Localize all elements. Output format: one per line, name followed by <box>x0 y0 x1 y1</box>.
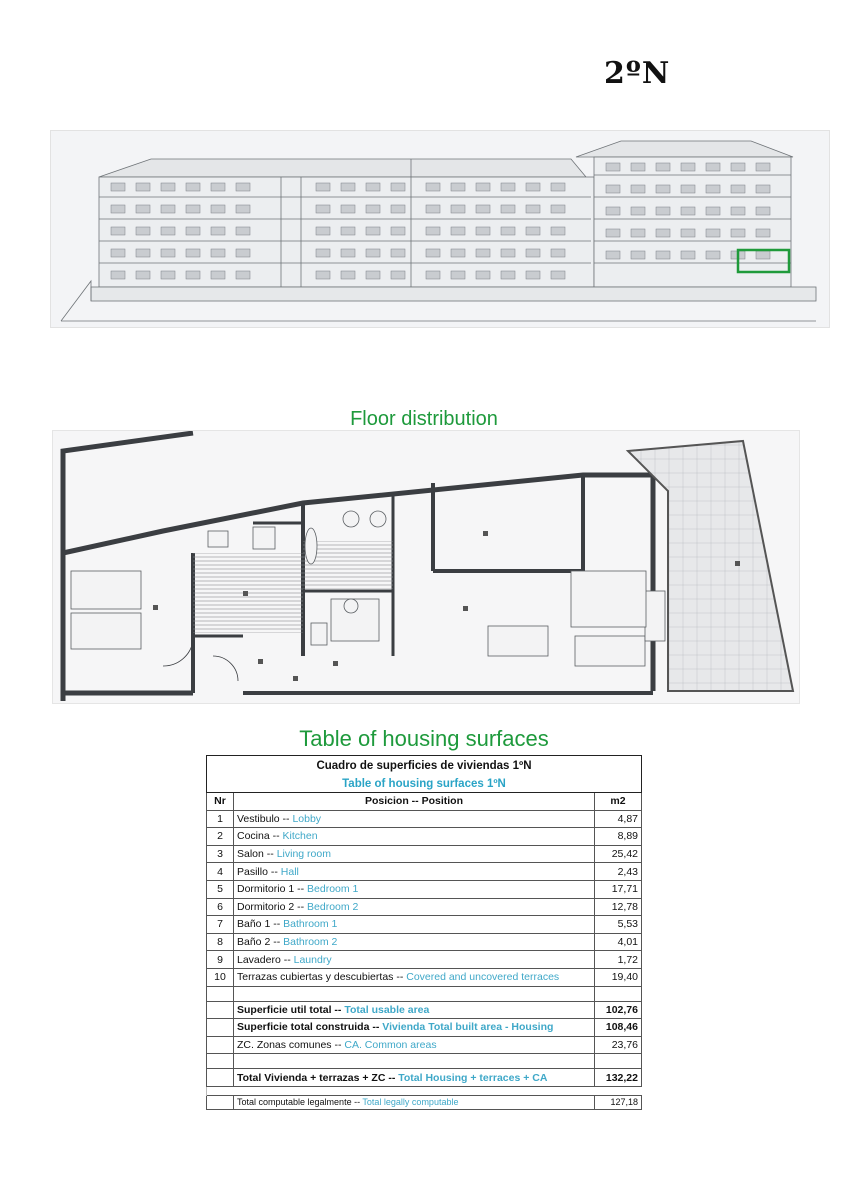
total-m2: 23,76 <box>595 1036 642 1054</box>
row-nr: 2 <box>207 828 234 846</box>
total-label-es: Superficie util total -- <box>237 1003 345 1016</box>
table-caption-es: Cuadro de superficies de viviendas 1ºN <box>207 756 642 776</box>
row-position-en: Bedroom 2 <box>307 900 359 913</box>
row-position <box>234 951 595 969</box>
row-position <box>234 968 595 986</box>
row-position <box>234 880 595 898</box>
header-position: Posicion -- Position <box>234 793 595 811</box>
row-position-es: Vestibulo -- <box>237 812 293 825</box>
legal-total-m2: 127,18 <box>595 1095 642 1109</box>
total-label <box>234 1001 595 1019</box>
table-row <box>207 898 642 916</box>
row-position-es: Cocina -- <box>237 830 283 843</box>
grand-total-es: Total Vivienda + terrazas + ZC -- <box>237 1071 399 1084</box>
row-m2: 19,40 <box>595 968 642 986</box>
row-position-en: Lobby <box>292 812 322 825</box>
table-row <box>207 863 642 881</box>
total-label-en: Vivienda Total built area - Housing <box>382 1021 554 1034</box>
housing-surfaces-table <box>206 755 642 1110</box>
elevation-svg <box>51 131 829 327</box>
row-m2: 25,42 <box>595 845 642 863</box>
row-m2: 4,01 <box>595 933 642 951</box>
blank-row <box>207 986 642 1001</box>
row-position-en: Bedroom 1 <box>307 883 359 896</box>
row-m2: 12,78 <box>595 898 642 916</box>
total-m2: 102,76 <box>595 1001 642 1019</box>
row-nr: 8 <box>207 933 234 951</box>
row-position <box>234 828 595 846</box>
room-rows <box>207 810 642 986</box>
row-position-es: Baño 2 -- <box>237 936 284 949</box>
row-position <box>234 898 595 916</box>
table-row <box>207 845 642 863</box>
table-caption-en: Table of housing surfaces 1ºN <box>207 775 642 793</box>
legal-total-es: Total computable legalmente -- <box>237 1096 363 1107</box>
total-label-es: Superficie total construida -- <box>237 1021 383 1034</box>
table-row <box>207 916 642 934</box>
row-position <box>234 933 595 951</box>
table-row <box>207 968 642 986</box>
table-row <box>207 880 642 898</box>
total-rows <box>207 1001 642 1054</box>
grand-total-row <box>207 1069 642 1087</box>
row-position-es: Lavadero -- <box>237 953 294 966</box>
building-elevation-drawing <box>50 130 830 328</box>
row-position <box>234 845 595 863</box>
floor-plan-svg <box>53 431 799 703</box>
row-nr: 3 <box>207 845 234 863</box>
total-m2: 108,46 <box>595 1019 642 1037</box>
total-row <box>207 1019 642 1037</box>
row-position-es: Salon -- <box>237 848 277 861</box>
floor-plan-drawing <box>52 430 800 704</box>
row-position-en: Kitchen <box>282 830 318 843</box>
row-nr: 7 <box>207 916 234 934</box>
row-m2: 5,53 <box>595 916 642 934</box>
total-label <box>234 1019 595 1037</box>
row-position-en: Bathroom 1 <box>283 918 338 931</box>
total-row <box>207 1001 642 1019</box>
row-nr: 4 <box>207 863 234 881</box>
total-label-en: CA. Common areas <box>344 1039 437 1052</box>
row-position-en: Bathroom 2 <box>283 936 338 949</box>
row-position <box>234 863 595 881</box>
row-m2: 8,89 <box>595 828 642 846</box>
spacer <box>207 1086 642 1095</box>
grand-total-m2: 132,22 <box>595 1069 642 1087</box>
row-position-es: Dormitorio 2 -- <box>237 900 308 913</box>
housing-surfaces-heading: Table of housing surfaces <box>299 726 549 751</box>
row-nr: 9 <box>207 951 234 969</box>
table-row <box>207 933 642 951</box>
total-row <box>207 1036 642 1054</box>
row-position-en: Hall <box>280 865 299 878</box>
row-nr: 6 <box>207 898 234 916</box>
total-label-es: ZC. Zonas comunes -- <box>237 1039 345 1052</box>
row-position-en: Covered and uncovered terraces <box>406 971 560 984</box>
row-position-es: Pasillo -- <box>237 865 281 878</box>
table-row <box>207 828 642 846</box>
row-position <box>234 916 595 934</box>
table-header-row <box>207 793 642 811</box>
floor-distribution-heading: Floor distribution <box>350 408 498 430</box>
legal-total-row <box>207 1095 642 1109</box>
row-position-en: Living room <box>276 848 331 861</box>
housing-surfaces-table-container <box>206 755 642 1110</box>
row-position-es: Terrazas cubiertas y descubiertas -- <box>237 971 407 984</box>
row-nr: 1 <box>207 810 234 828</box>
row-m2: 4,87 <box>595 810 642 828</box>
row-m2: 2,43 <box>595 863 642 881</box>
row-m2: 17,71 <box>595 880 642 898</box>
row-nr: 10 <box>207 968 234 986</box>
row-nr: 5 <box>207 880 234 898</box>
grand-total-en: Total Housing + terraces + CA <box>398 1071 548 1084</box>
total-label <box>234 1036 595 1054</box>
row-position-es: Dormitorio 1 -- <box>237 883 308 896</box>
row-position <box>234 810 595 828</box>
table-row <box>207 951 642 969</box>
row-position-en: Laundry <box>293 953 332 966</box>
total-label-en: Total usable area <box>344 1003 430 1016</box>
unit-title: 2ºN <box>604 56 671 91</box>
row-position-es: Baño 1 -- <box>237 918 284 931</box>
header-m2: m2 <box>595 793 642 811</box>
table-row <box>207 810 642 828</box>
blank-row <box>207 1054 642 1069</box>
legal-total-en: Total legally computable <box>362 1096 459 1107</box>
header-nr: Nr <box>207 793 234 811</box>
row-m2: 1,72 <box>595 951 642 969</box>
